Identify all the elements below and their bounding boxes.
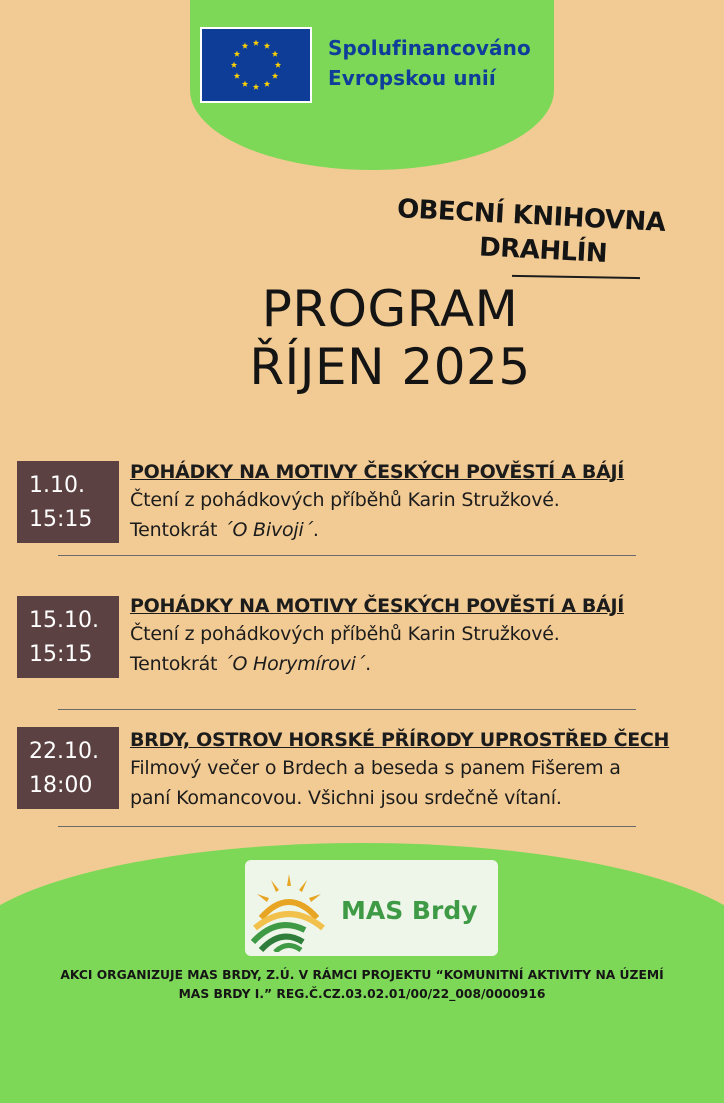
footer-line-2: MAS BRDY I.” REG.Č.CZ.03.02.01/00/22_008/0000916	[178, 987, 546, 1001]
event-title: POHÁDKY NA MOTIVY ČESKÝCH POVĚSTÍ A BÁJÍ	[130, 461, 625, 483]
event-date: 15.10.	[29, 608, 99, 633]
divider	[58, 826, 636, 827]
eu-star-icon	[272, 73, 278, 79]
footer-organizer-note	[30, 966, 694, 1004]
event-desc-line-2	[130, 515, 715, 545]
eu-star-icon	[242, 81, 248, 87]
eu-line-1: Spolufinancováno	[328, 36, 531, 60]
event-text	[130, 727, 715, 813]
event-title: BRDY, OSTROV HORSKÉ PŘÍRODY UPROSTŘED ČECH	[130, 729, 670, 751]
event-time: 18:00	[29, 773, 93, 798]
divider	[58, 555, 636, 556]
event-desc-line-1: Čtení z pohádkových příběhů Karin Stružkové.	[130, 489, 560, 511]
eu-cofinanced-text	[328, 33, 548, 93]
mas-brdy-name: MAS Brdy	[341, 896, 478, 925]
divider	[58, 709, 636, 710]
mas-brdy-logo-icon	[247, 866, 331, 952]
eu-star-icon	[231, 62, 237, 68]
event-date: 1.10.	[29, 473, 85, 498]
title-line-1: PROGRAM	[261, 280, 519, 338]
eu-star-icon	[253, 84, 259, 90]
event-date-box	[17, 727, 119, 809]
eu-star-icon	[272, 51, 278, 57]
mas-brdy-logo-card	[245, 860, 498, 956]
eu-star-icon	[264, 81, 270, 87]
eu-star-icon	[253, 40, 259, 46]
event-desc-line-1: Filmový večer o Brdech a beseda s panem Fišerem a	[130, 757, 621, 779]
eu-star-icon	[242, 43, 248, 49]
event-time: 15:15	[29, 507, 93, 532]
event-desc-prefix: Tentokrát	[130, 519, 224, 541]
eu-flag-icon	[200, 27, 312, 103]
event-desc-line-2: paní Komancovou. Všichni jsou srdečně vítaní.	[130, 787, 562, 809]
event-text	[130, 459, 715, 545]
event-desc-suffix: .	[312, 519, 319, 541]
eu-star-icon	[275, 62, 281, 68]
eu-star-icon	[264, 43, 270, 49]
eu-star-icon	[234, 51, 240, 57]
page-title	[140, 280, 640, 396]
event-desc-suffix: .	[365, 653, 371, 675]
eu-star-icon	[234, 73, 240, 79]
library-line-1: OBECNÍ KNIHOVNA	[396, 193, 667, 239]
event-desc-italic: ´O Bivoji´	[223, 519, 313, 541]
library-line-2: DRAHLÍN	[478, 232, 608, 270]
title-line-2: ŘÍJEN 2025	[249, 338, 531, 396]
event-title: POHÁDKY NA MOTIVY ČESKÝCH POVĚSTÍ A BÁJÍ	[130, 595, 625, 617]
event-desc-line-2	[130, 649, 715, 679]
event-text	[130, 593, 715, 679]
footer-line-1: AKCI ORGANIZUJE MAS BRDY, Z.Ú. V RÁMCI PROJEKTU “KOMUNITNÍ AKTIVITY NA ÚZEMÍ	[60, 968, 664, 982]
library-underline	[512, 275, 640, 279]
event-desc-prefix: Tentokrát	[130, 653, 224, 675]
event-desc-italic: ´O Horymírovi´	[223, 653, 366, 675]
event-desc-line-1: Čtení z pohádkových příběhů Karin Stružkové.	[130, 623, 560, 645]
event-time: 15:15	[29, 642, 93, 667]
event-date-box	[17, 461, 119, 543]
eu-line-2: Evropskou unií	[328, 66, 496, 90]
event-date: 22.10.	[29, 739, 99, 764]
event-date-box	[17, 596, 119, 678]
library-name	[394, 192, 717, 277]
